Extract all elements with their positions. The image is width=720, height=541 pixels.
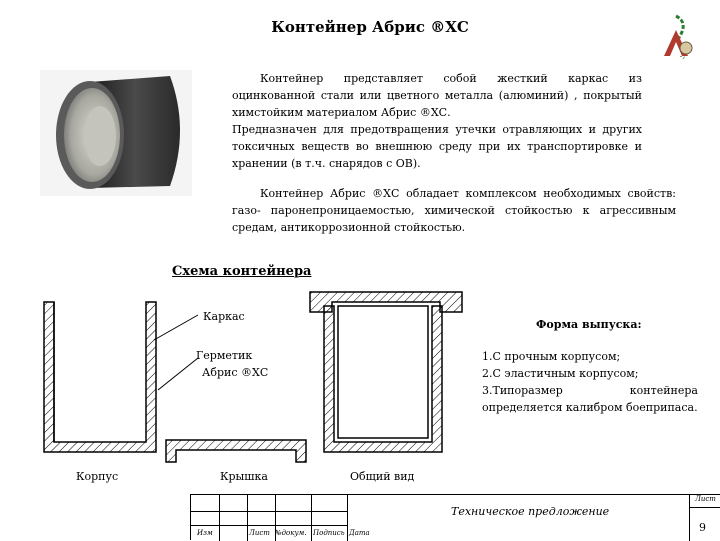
release-form-list [482,348,698,416]
page-title: Контейнер Абрис ®ХС [271,18,469,36]
description-paragraph-1b: Предназначен для предотвращения утечки отравляющих и других токсичных веществ во внешнюю среду при их транспортировке и хранении (в т.ч. снарядов с ОВ). [232,123,642,170]
release-form-item: 1.С прочным корпусом; [482,350,621,363]
sheet-number: 9 [699,521,706,534]
assembly-drawing [310,292,462,452]
release-form-title: Форма выпуска: [536,318,642,331]
document-name: Техническое предложение [451,505,610,518]
schema-title: Схема контейнера [172,264,312,279]
caption-assembly: Общий вид [350,470,415,483]
sheet-label: Лист [695,495,716,503]
description-paragraph-1: Контейнер представляет собой жесткий каркас из оцинкованной стали или цветного металла (алюминий) , покрытый химстойким материалом Абрис ®ХС. [232,72,642,119]
title-block [190,494,720,540]
container-photo [40,70,192,196]
label-frame: Каркас [203,310,245,323]
description-block [232,70,642,172]
label-sealant-2: Абрис ®ХС [202,366,269,379]
lid-drawing [166,440,306,462]
release-form-item: 2.С эластичным корпусом; [482,367,639,380]
col-list: Лист [249,529,270,537]
release-form-item: 3.Типоразмер контейнера определяется калибром боеприпаса. [482,384,698,414]
col-sign: Подпись [313,529,345,537]
col-ndoc: №докум. [275,529,307,537]
leader-sealant [158,358,198,390]
caption-body: Корпус [76,470,119,483]
caption-lid: Крышка [220,470,268,483]
company-logo [658,12,698,62]
label-sealant-1: Герметик [196,349,253,362]
description-paragraph-2: Контейнер Абрис ®ХС обладает комплексом необходимых свойств: газо- паронепроницаемостью, химической стойкостью к агрессивным средам, антикоррозионной стойкостью. [232,187,676,234]
body-drawing [44,302,156,452]
col-date: Дата [349,529,370,537]
col-izm: Изм [197,529,213,537]
leader-frame [154,315,198,340]
